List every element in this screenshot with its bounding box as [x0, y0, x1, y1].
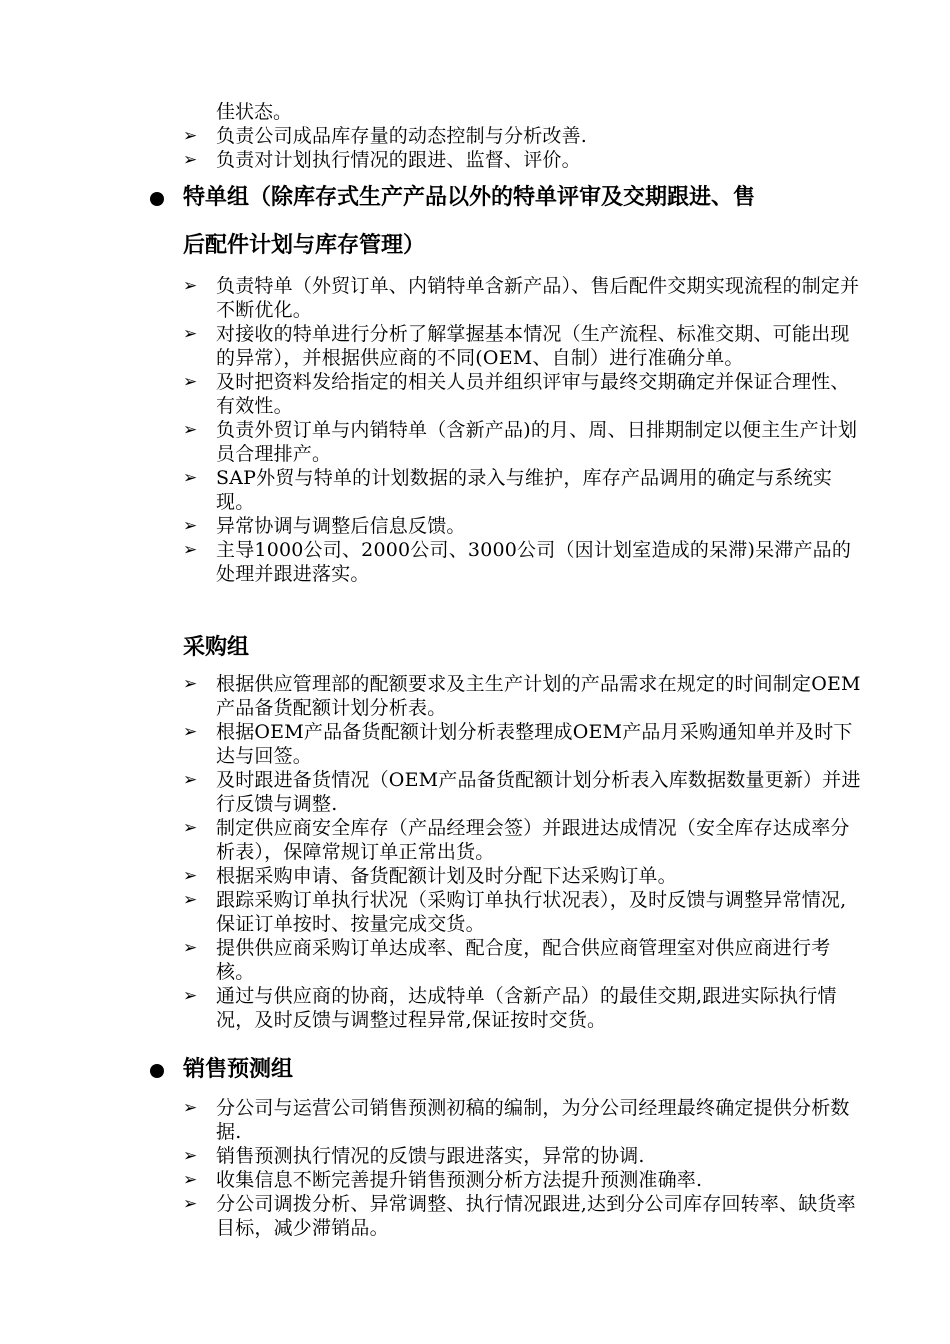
list-item: ➢ 分公司与运营公司销售预测初稿的编制，为分公司经理最终确定提供分析数据. — [183, 1097, 850, 1143]
list-item: ➢ 异常协调与调整后信息反馈。 — [183, 515, 466, 537]
special-order-list — [0, 274, 950, 586]
arrowhead-bullet-icon: ➢ — [183, 1194, 198, 1214]
list-item: ➢ 通过与供应商的协商，达成特单（含新产品）的最佳交期,跟进实际执行情况，及时反馈与调整过程异常,保证按时交货。 — [183, 985, 837, 1031]
section-heading: 特单组（除库存式生产产品以外的特单评审及交期跟进、售 — [183, 185, 756, 210]
list-item: ➢ 负责外贸订单与内销特单（含新产品)的月、周、日排期制定以便主生产计划员合理排产。 — [183, 419, 858, 465]
arrowhead-bullet-icon: ➢ — [183, 468, 198, 488]
arrowhead-bullet-icon: ➢ — [183, 324, 198, 344]
list-item: ➢ 制定供应商安全库存（产品经理会签）并跟进达成情况（安全库存达成率分析表），保障常规订单正常出货。 — [183, 817, 850, 863]
section-heading: 采购组 — [183, 635, 250, 660]
list-item: ➢ 对接收的特单进行分析了解掌握基本情况（生产流程、标准交期、可能出现的异常），并根据供应商的不同(OEM、自制）进行准确分单。 — [183, 323, 850, 369]
list-item: ➢ 及时跟进备货情况（OEM产品备货配额计划分析表入库数据数量更新）并进行反馈与调整. — [183, 769, 861, 815]
arrowhead-bullet-icon: ➢ — [183, 818, 198, 838]
section-heading: 销售预测组 — [183, 1057, 294, 1082]
filled-circle-bullet-icon — [150, 1064, 164, 1078]
arrowhead-bullet-icon: ➢ — [183, 866, 198, 886]
list-item: ➢ 根据供应管理部的配额要求及主生产计划的产品需求在规定的时间制定OEM产品备货配额计划分析表。 — [183, 673, 861, 719]
list-item: ➢ 及时把资料发给指定的相关人员并组织评审与最终交期确定并保证合理性、有效性。 — [183, 371, 850, 417]
arrowhead-bullet-icon: ➢ — [183, 938, 198, 958]
arrowhead-bullet-icon: ➢ — [183, 150, 198, 170]
list-item: ➢ 分公司调拨分析、异常调整、执行情况跟进,达到分公司库存回转率、缺货率目标，减少滞销品。 — [183, 1193, 856, 1239]
arrowhead-bullet-icon: ➢ — [183, 276, 198, 296]
arrowhead-bullet-icon: ➢ — [183, 722, 198, 742]
arrowhead-bullet-icon: ➢ — [183, 540, 198, 560]
forecast-list — [0, 1096, 950, 1240]
list-item: ➢ 提供供应商采购订单达成率、配合度，配合供应商管理室对供应商进行考核。 — [183, 937, 831, 983]
intro-list — [0, 124, 950, 172]
list-item: ➢ 负责对计划执行情况的跟进、监督、评价。 — [183, 149, 581, 171]
arrowhead-bullet-icon: ➢ — [183, 770, 198, 790]
list-item: ➢ 根据OEM产品备货配额计划分析表整理成OEM产品月采购通知单并及时下达与回签。 — [183, 721, 853, 767]
arrowhead-bullet-icon: ➢ — [183, 674, 198, 694]
filled-circle-bullet-icon — [150, 192, 164, 206]
arrowhead-bullet-icon: ➢ — [183, 420, 198, 440]
list-item: ➢ SAP外贸与特单的计划数据的录入与维护，库存产品调用的确定与系统实现。 — [183, 467, 833, 513]
list-item: ➢ 负责特单（外贸订单、内销特单含新产品）、售后配件交期实现流程的制定并不断优化。 — [183, 275, 860, 321]
list-item: ➢ 收集信息不断完善提升销售预测分析方法提升预测准确率. — [183, 1169, 703, 1191]
arrowhead-bullet-icon: ➢ — [183, 516, 198, 536]
arrowhead-bullet-icon: ➢ — [183, 372, 198, 392]
list-item: ➢ 负责公司成品库存量的动态控制与分析改善. — [183, 125, 588, 147]
list-item: ➢ 销售预测执行情况的反馈与跟进落实，异常的协调. — [183, 1145, 645, 1167]
list-item: ➢ 主导1000公司、2000公司、3000公司（因计划室造成的呆滞)呆滞产品的处理并跟进落实。 — [183, 539, 852, 585]
arrowhead-bullet-icon: ➢ — [183, 126, 198, 146]
arrowhead-bullet-icon: ➢ — [183, 890, 198, 910]
arrowhead-bullet-icon: ➢ — [183, 1170, 198, 1190]
purchasing-list — [0, 672, 950, 1032]
continuation-text: 佳状态。 — [216, 101, 293, 123]
arrowhead-bullet-icon: ➢ — [183, 1098, 198, 1118]
list-item: ➢ 根据采购申请、备货配额计划及时分配下达采购订单。 — [183, 865, 677, 887]
list-item: ➢ 跟踪采购订单执行状况（采购订单执行状况表），及时反馈与调整异常情况,保证订单按时、按量完成交货。 — [183, 889, 847, 935]
arrowhead-bullet-icon: ➢ — [183, 986, 198, 1006]
arrowhead-bullet-icon: ➢ — [183, 1146, 198, 1166]
section-heading-continued: 后配件计划与库存管理） — [183, 233, 426, 258]
